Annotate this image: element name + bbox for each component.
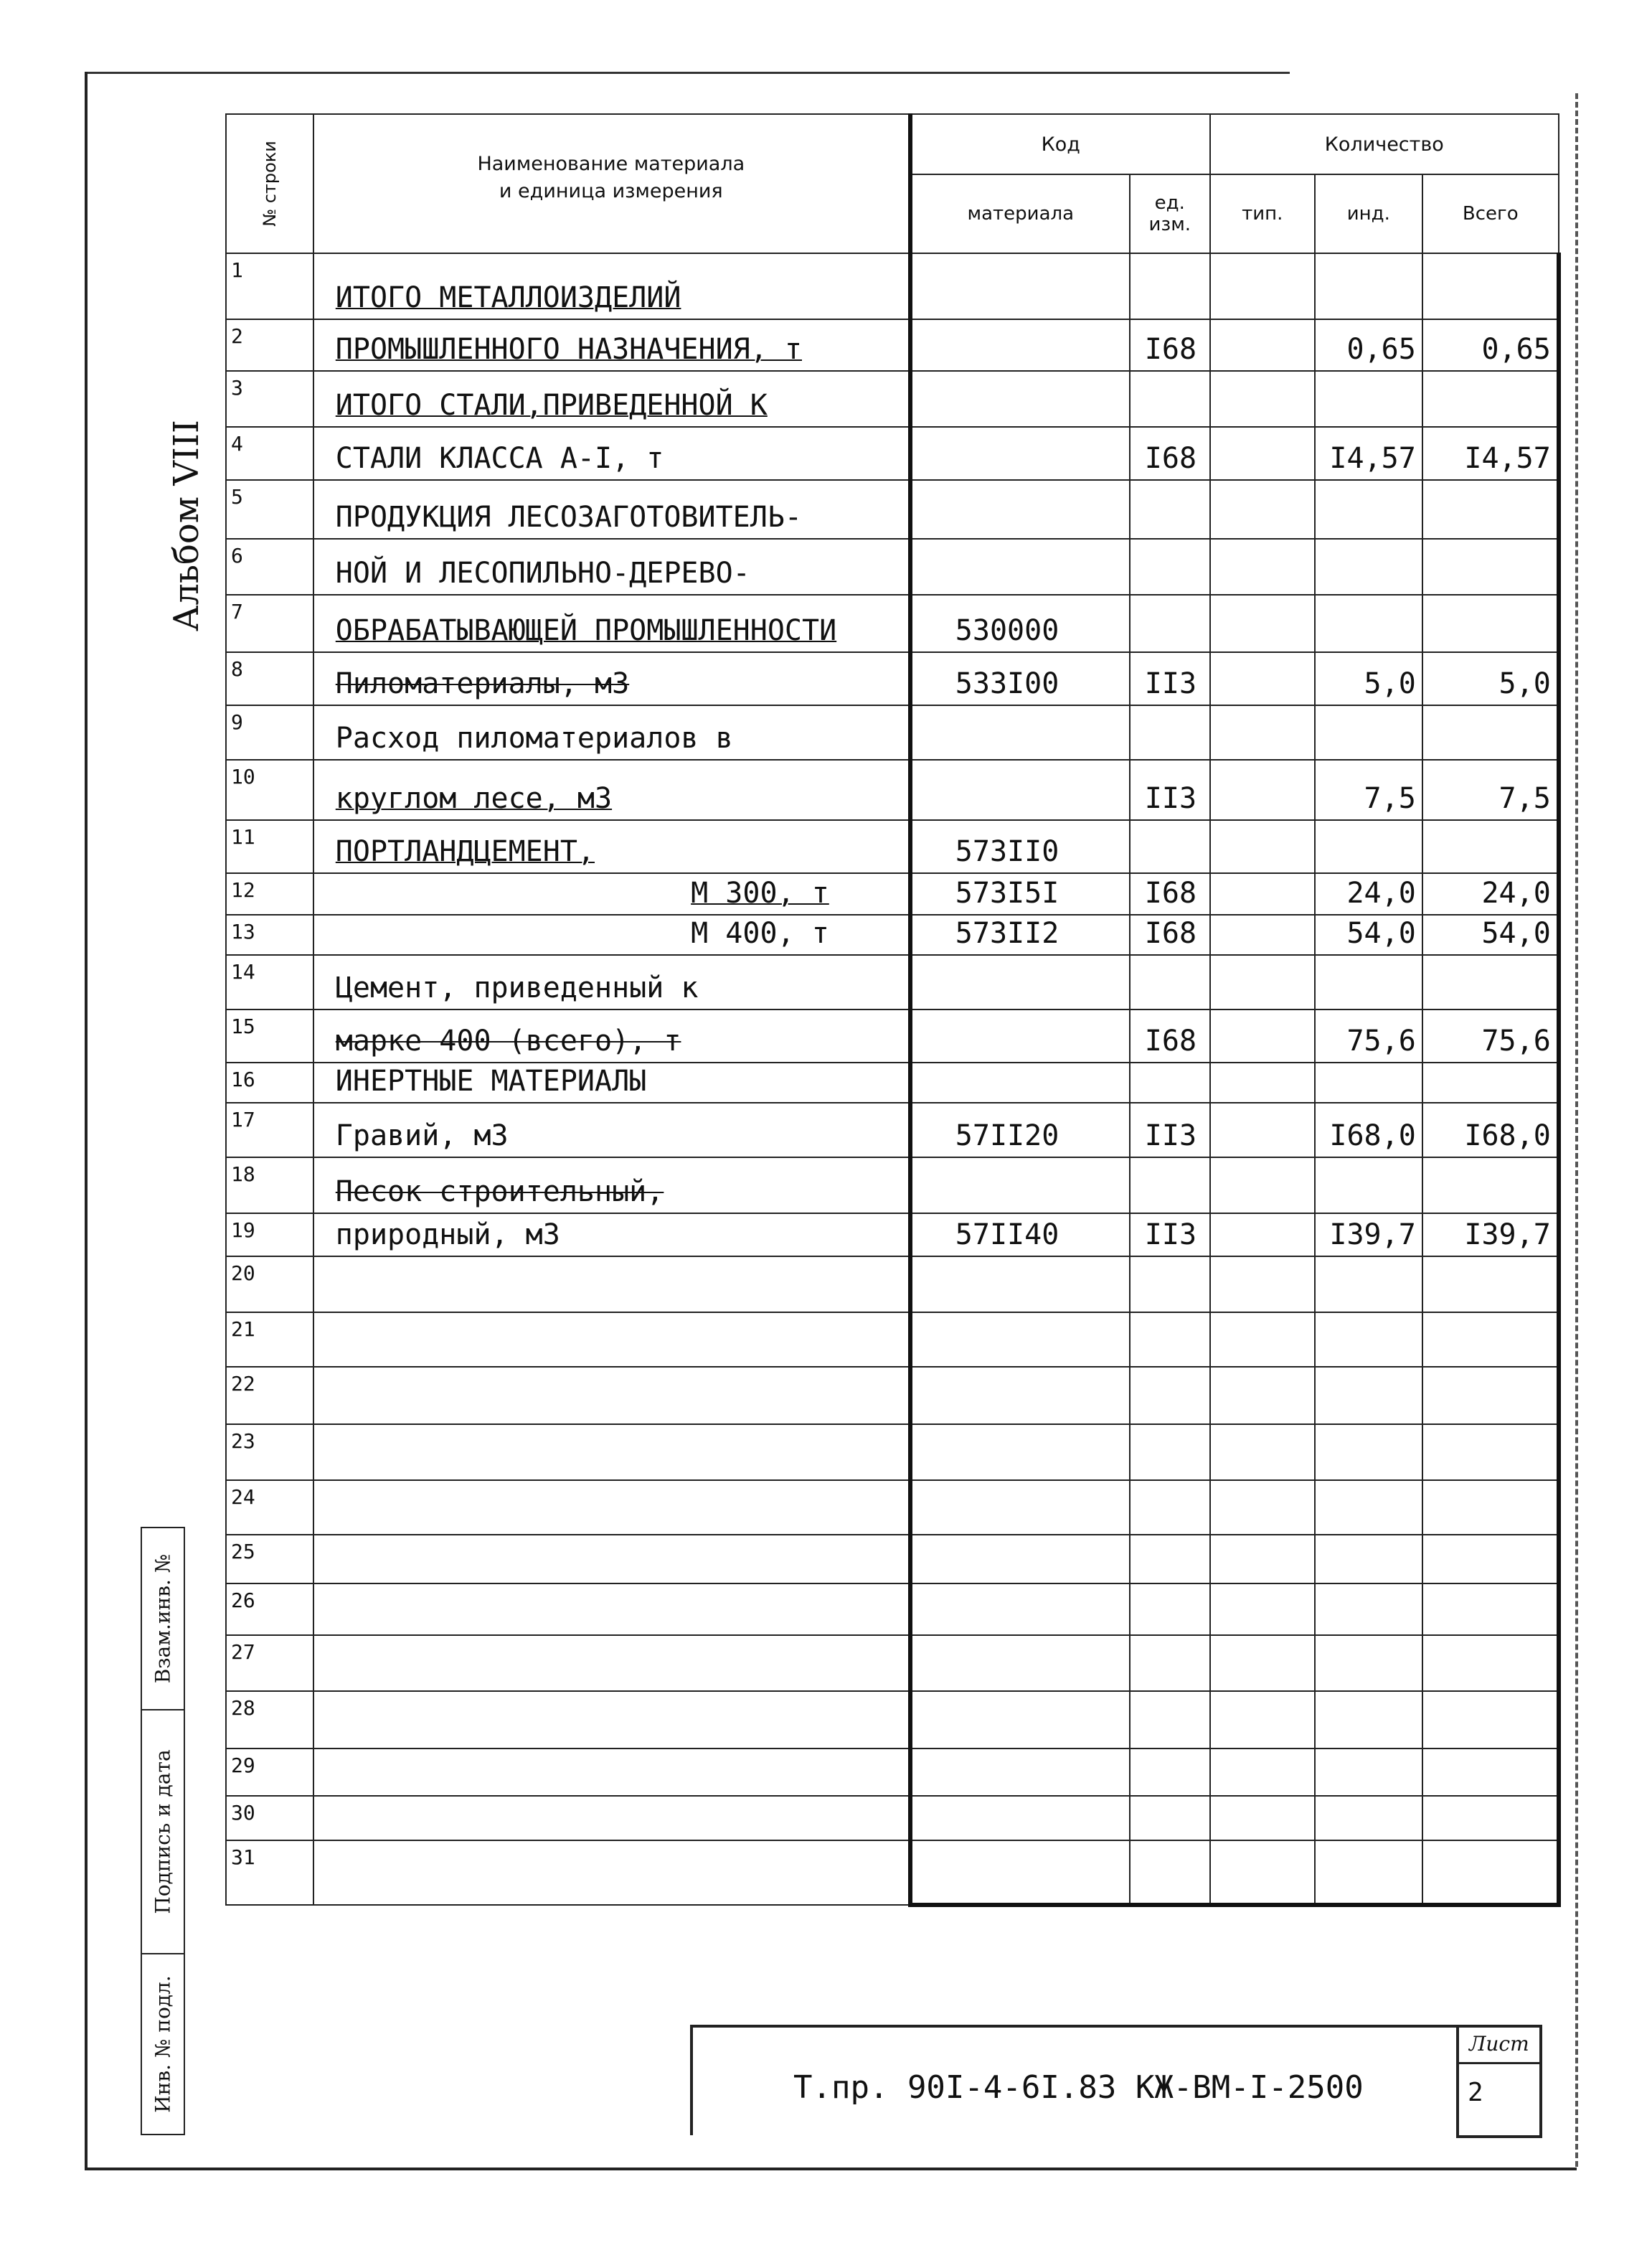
- qty-total: [1422, 1424, 1559, 1480]
- unit-code: I68: [1130, 1009, 1210, 1063]
- material-name: НОЙ И ЛЕСОПИЛЬНО-ДЕРЕВО-: [313, 539, 910, 595]
- row-number: 5: [226, 480, 313, 539]
- material-name: М 300, т: [313, 873, 910, 915]
- qty-ind: [1315, 1157, 1422, 1213]
- table-row: [226, 1256, 1559, 1312]
- qty-total: [1422, 1535, 1559, 1583]
- qty-total: 24,0: [1422, 873, 1559, 915]
- unit-code: [1130, 1312, 1210, 1367]
- material-code: [910, 371, 1130, 427]
- frame-right-line: [1575, 93, 1578, 2167]
- material-name: ИТОГО СТАЛИ,ПРИВЕДЕННОЙ К: [313, 371, 910, 427]
- qty-typ: [1210, 760, 1315, 820]
- table-row: [226, 1157, 1559, 1213]
- table-row: [226, 915, 1559, 955]
- qty-total: [1422, 955, 1559, 1009]
- qty-typ: [1210, 1635, 1315, 1691]
- material-code: [910, 760, 1130, 820]
- material-code: [910, 427, 1130, 480]
- row-number: 11: [226, 820, 313, 873]
- table-row: [226, 820, 1559, 873]
- materials-table: [225, 113, 1561, 1907]
- material-code: 533I00: [910, 652, 1130, 705]
- material-name: Расход пиломатериалов в: [313, 705, 910, 760]
- row-number: 1: [226, 253, 313, 319]
- material-code: [910, 1691, 1130, 1749]
- qty-ind: [1315, 480, 1422, 539]
- qty-typ: [1210, 1840, 1315, 1905]
- material-name: [313, 1796, 910, 1840]
- qty-total: [1422, 705, 1559, 760]
- qty-ind: [1315, 820, 1422, 873]
- qty-typ: [1210, 319, 1315, 371]
- qty-total: I68,0: [1422, 1103, 1559, 1157]
- sheet-number: 2: [1468, 2078, 1483, 2107]
- material-name: [313, 1367, 910, 1424]
- qty-ind: 54,0: [1315, 915, 1422, 955]
- qty-total: [1422, 820, 1559, 873]
- qty-typ: [1210, 1424, 1315, 1480]
- header-name-line1: Наименование материала: [477, 153, 745, 175]
- qty-ind: [1315, 1796, 1422, 1840]
- unit-code: I68: [1130, 319, 1210, 371]
- material-name: [313, 1256, 910, 1312]
- material-code: 57II20: [910, 1103, 1130, 1157]
- qty-typ: [1210, 820, 1315, 873]
- table-row: [226, 480, 1559, 539]
- table-row: [226, 1796, 1559, 1840]
- qty-total: [1422, 1063, 1559, 1103]
- side-label-replace-inv: Взам.инв. №: [151, 1553, 175, 1684]
- material-name: [313, 1691, 910, 1749]
- table-row: [226, 1312, 1559, 1367]
- material-name: [313, 1635, 910, 1691]
- material-name: СТАЛИ КЛАССА А-I, т: [313, 427, 910, 480]
- unit-code: [1130, 820, 1210, 873]
- material-name: Гравий, м3: [313, 1103, 910, 1157]
- row-number: 29: [226, 1749, 313, 1796]
- table-row: [226, 1749, 1559, 1796]
- header-unit-line1: ед.: [1154, 192, 1185, 214]
- qty-ind: [1315, 1535, 1422, 1583]
- material-code: [910, 1796, 1130, 1840]
- qty-ind: 0,65: [1315, 319, 1422, 371]
- qty-typ: [1210, 371, 1315, 427]
- table-row: [226, 1009, 1559, 1063]
- qty-typ: [1210, 1367, 1315, 1424]
- qty-typ: [1210, 253, 1315, 319]
- material-name: М 400, т: [313, 915, 910, 955]
- material-code: [910, 1063, 1130, 1103]
- row-number: 28: [226, 1691, 313, 1749]
- material-name: [313, 1583, 910, 1635]
- table-row: [226, 253, 1559, 319]
- table-row: [226, 1213, 1559, 1256]
- album-label: Альбом VIII: [166, 420, 207, 631]
- row-number: 9: [226, 705, 313, 760]
- qty-ind: 5,0: [1315, 652, 1422, 705]
- table-row: [226, 1840, 1559, 1905]
- frame-left-line: [85, 72, 88, 2170]
- material-name: ПРОДУКЦИЯ ЛЕСОЗАГОТОВИТЕЛЬ-: [313, 480, 910, 539]
- qty-ind: [1315, 1840, 1422, 1905]
- material-name: ИТОГО МЕТАЛЛОИЗДЕЛИЙ: [313, 253, 910, 319]
- qty-ind: [1315, 1256, 1422, 1312]
- row-number: 6: [226, 539, 313, 595]
- material-code: [910, 1009, 1130, 1063]
- sheet-box: [1456, 2025, 1542, 2138]
- table-row: [226, 705, 1559, 760]
- document-code: Т.пр. 90I-4-6I.83 КЖ-ВМ-I-2500: [793, 2069, 1364, 2106]
- header-material: материала: [910, 174, 1130, 253]
- table-row: [226, 873, 1559, 915]
- qty-ind: [1315, 1312, 1422, 1367]
- unit-code: II3: [1130, 1103, 1210, 1157]
- material-code: 573II2: [910, 915, 1130, 955]
- qty-typ: [1210, 1583, 1315, 1635]
- unit-code: II3: [1130, 760, 1210, 820]
- qty-total: [1422, 1367, 1559, 1424]
- table-row: [226, 652, 1559, 705]
- qty-ind: [1315, 539, 1422, 595]
- qty-typ: [1210, 1009, 1315, 1063]
- material-code: [910, 539, 1130, 595]
- table-row: [226, 1691, 1559, 1749]
- header-unit-line2: изм.: [1148, 214, 1191, 235]
- qty-typ: [1210, 1157, 1315, 1213]
- table-row: [226, 427, 1559, 480]
- qty-typ: [1210, 705, 1315, 760]
- qty-typ: [1210, 955, 1315, 1009]
- unit-code: [1130, 1583, 1210, 1635]
- material-code: [910, 1312, 1130, 1367]
- material-name: [313, 1749, 910, 1796]
- unit-code: [1130, 1749, 1210, 1796]
- material-code: [910, 1635, 1130, 1691]
- unit-code: [1130, 539, 1210, 595]
- qty-total: 0,65: [1422, 319, 1559, 371]
- qty-typ: [1210, 480, 1315, 539]
- side-cell-sign-date: [141, 1709, 185, 1954]
- unit-code: [1130, 1256, 1210, 1312]
- material-name: ПОРТЛАНДЦЕМЕНТ,: [313, 820, 910, 873]
- header-name: [313, 114, 910, 253]
- material-code: [910, 1424, 1130, 1480]
- unit-code: [1130, 1796, 1210, 1840]
- row-number: 2: [226, 319, 313, 371]
- material-name: ИНЕРТНЫЕ МАТЕРИАЛЫ: [313, 1063, 910, 1103]
- material-code: [910, 1840, 1130, 1905]
- frame-bottom-line: [85, 2168, 1577, 2170]
- qty-total: I4,57: [1422, 427, 1559, 480]
- row-number: 30: [226, 1796, 313, 1840]
- qty-total: [1422, 1256, 1559, 1312]
- qty-total: [1422, 1635, 1559, 1691]
- qty-typ: [1210, 1213, 1315, 1256]
- material-code: [910, 705, 1130, 760]
- qty-ind: [1315, 1635, 1422, 1691]
- row-number: 8: [226, 652, 313, 705]
- table-header-row-1: [226, 114, 1559, 174]
- table-row: [226, 760, 1559, 820]
- row-number: 19: [226, 1213, 313, 1256]
- header-code-group: Код: [910, 114, 1210, 174]
- table-row: [226, 1424, 1559, 1480]
- table-row: [226, 595, 1559, 652]
- qty-typ: [1210, 873, 1315, 915]
- table-row: [226, 1635, 1559, 1691]
- qty-typ: [1210, 595, 1315, 652]
- table-row: [226, 1367, 1559, 1424]
- table-row: [226, 1103, 1559, 1157]
- material-code: 573II0: [910, 820, 1130, 873]
- material-code: 57II40: [910, 1213, 1130, 1256]
- row-number: 26: [226, 1583, 313, 1635]
- sheet-separator: [1459, 2062, 1539, 2064]
- unit-code: [1130, 705, 1210, 760]
- unit-code: II3: [1130, 1213, 1210, 1256]
- row-number: 25: [226, 1535, 313, 1583]
- qty-total: 75,6: [1422, 1009, 1559, 1063]
- row-number: 23: [226, 1424, 313, 1480]
- qty-total: [1422, 539, 1559, 595]
- qty-total: [1422, 253, 1559, 319]
- unit-code: [1130, 253, 1210, 319]
- sheet-label: Лист: [1469, 2032, 1529, 2056]
- material-name: [313, 1480, 910, 1535]
- material-name: ПРОМЫШЛЕННОГО НАЗНАЧЕНИЯ, т: [313, 319, 910, 371]
- row-number: 12: [226, 873, 313, 915]
- row-number: 22: [226, 1367, 313, 1424]
- row-number: 17: [226, 1103, 313, 1157]
- unit-code: [1130, 1367, 1210, 1424]
- qty-total: [1422, 1583, 1559, 1635]
- material-name: природный, м3: [313, 1213, 910, 1256]
- row-number: 15: [226, 1009, 313, 1063]
- material-name: марке 400 (всего), т: [313, 1009, 910, 1063]
- side-cell-replace-inv: [141, 1527, 185, 1710]
- qty-total: 5,0: [1422, 652, 1559, 705]
- qty-total: I39,7: [1422, 1213, 1559, 1256]
- unit-code: II3: [1130, 652, 1210, 705]
- qty-total: [1422, 595, 1559, 652]
- material-code: [910, 319, 1130, 371]
- qty-total: 7,5: [1422, 760, 1559, 820]
- table-row: [226, 539, 1559, 595]
- material-name: [313, 1312, 910, 1367]
- unit-code: [1130, 1063, 1210, 1103]
- unit-code: [1130, 1635, 1210, 1691]
- header-unit: [1130, 174, 1210, 253]
- qty-ind: [1315, 371, 1422, 427]
- unit-code: [1130, 1424, 1210, 1480]
- material-code: [910, 1749, 1130, 1796]
- qty-ind: 7,5: [1315, 760, 1422, 820]
- unit-code: [1130, 480, 1210, 539]
- title-block: [690, 2025, 1463, 2135]
- qty-total: [1422, 1840, 1559, 1905]
- qty-ind: [1315, 1367, 1422, 1424]
- table-row: [226, 1480, 1559, 1535]
- material-code: 573I5I: [910, 873, 1130, 915]
- qty-typ: [1210, 652, 1315, 705]
- row-number: 18: [226, 1157, 313, 1213]
- qty-total: [1422, 1312, 1559, 1367]
- qty-typ: [1210, 915, 1315, 955]
- table-row: [226, 319, 1559, 371]
- qty-total: [1422, 1691, 1559, 1749]
- qty-total: [1422, 1480, 1559, 1535]
- header-total: Всего: [1422, 174, 1559, 253]
- row-number: 4: [226, 427, 313, 480]
- qty-typ: [1210, 1480, 1315, 1535]
- material-code: [910, 1480, 1130, 1535]
- qty-typ: [1210, 1256, 1315, 1312]
- material-code: [910, 1256, 1130, 1312]
- table-row: [226, 1063, 1559, 1103]
- material-code: 530000: [910, 595, 1130, 652]
- material-code: [910, 480, 1130, 539]
- qty-total: [1422, 1796, 1559, 1840]
- header-rownum: № строки: [226, 114, 313, 253]
- table-body: [226, 253, 1559, 1905]
- qty-ind: [1315, 1691, 1422, 1749]
- frame-top-line: [85, 72, 1290, 74]
- qty-typ: [1210, 1691, 1315, 1749]
- qty-ind: [1315, 705, 1422, 760]
- material-code: [910, 1367, 1130, 1424]
- qty-typ: [1210, 1063, 1315, 1103]
- unit-code: [1130, 1535, 1210, 1583]
- qty-typ: [1210, 1312, 1315, 1367]
- side-cell-inv-orig: [141, 1953, 185, 2135]
- material-name: [313, 1535, 910, 1583]
- qty-ind: [1315, 1424, 1422, 1480]
- qty-typ: [1210, 1103, 1315, 1157]
- qty-ind: [1315, 1063, 1422, 1103]
- qty-ind: I68,0: [1315, 1103, 1422, 1157]
- table-row: [226, 1535, 1559, 1583]
- qty-typ: [1210, 1749, 1315, 1796]
- header-typ: тип.: [1210, 174, 1315, 253]
- material-name: Песок строительный,: [313, 1157, 910, 1213]
- unit-code: I68: [1130, 873, 1210, 915]
- table-row: [226, 371, 1559, 427]
- row-number: 14: [226, 955, 313, 1009]
- material-code: [910, 1157, 1130, 1213]
- qty-ind: [1315, 955, 1422, 1009]
- row-number: 7: [226, 595, 313, 652]
- qty-total: [1422, 1749, 1559, 1796]
- row-number: 16: [226, 1063, 313, 1103]
- qty-ind: [1315, 1480, 1422, 1535]
- material-name: ОБРАБАТЫВАЮЩЕЙ ПРОМЫШЛЕННОСТИ: [313, 595, 910, 652]
- qty-typ: [1210, 1535, 1315, 1583]
- qty-ind: I39,7: [1315, 1213, 1422, 1256]
- side-label-inv-orig: Инв. № подл.: [151, 1975, 175, 2113]
- unit-code: I68: [1130, 915, 1210, 955]
- material-name: [313, 1840, 910, 1905]
- qty-ind: [1315, 1749, 1422, 1796]
- header-qty-group: Количество: [1210, 114, 1559, 174]
- unit-code: [1130, 1840, 1210, 1905]
- material-code: [910, 1583, 1130, 1635]
- unit-code: [1130, 1480, 1210, 1535]
- row-number: 31: [226, 1840, 313, 1905]
- material-name: Пиломатериалы, м3: [313, 652, 910, 705]
- row-number: 13: [226, 915, 313, 955]
- material-name: [313, 1424, 910, 1480]
- row-number: 10: [226, 760, 313, 820]
- unit-code: [1130, 1157, 1210, 1213]
- qty-total: 54,0: [1422, 915, 1559, 955]
- header-ind: инд.: [1315, 174, 1422, 253]
- unit-code: [1130, 1691, 1210, 1749]
- unit-code: [1130, 595, 1210, 652]
- row-number: 20: [226, 1256, 313, 1312]
- row-number: 24: [226, 1480, 313, 1535]
- row-number: 21: [226, 1312, 313, 1367]
- side-label-sign-date: Подпись и дата: [151, 1749, 175, 1914]
- material-code: [910, 1535, 1130, 1583]
- unit-code: I68: [1130, 427, 1210, 480]
- qty-ind: 24,0: [1315, 873, 1422, 915]
- qty-typ: [1210, 427, 1315, 480]
- material-name: Цемент, приведенный к: [313, 955, 910, 1009]
- qty-ind: [1315, 595, 1422, 652]
- qty-total: [1422, 371, 1559, 427]
- unit-code: [1130, 371, 1210, 427]
- qty-total: [1422, 480, 1559, 539]
- qty-ind: I4,57: [1315, 427, 1422, 480]
- header-name-line2: и единица измерения: [499, 180, 723, 202]
- material-code: [910, 253, 1130, 319]
- qty-ind: 75,6: [1315, 1009, 1422, 1063]
- qty-typ: [1210, 539, 1315, 595]
- qty-total: [1422, 1157, 1559, 1213]
- material-name: круглом лесе, м3: [313, 760, 910, 820]
- material-code: [910, 955, 1130, 1009]
- row-number: 27: [226, 1635, 313, 1691]
- table-row: [226, 955, 1559, 1009]
- qty-ind: [1315, 253, 1422, 319]
- unit-code: [1130, 955, 1210, 1009]
- table-row: [226, 1583, 1559, 1635]
- qty-ind: [1315, 1583, 1422, 1635]
- row-number: 3: [226, 371, 313, 427]
- qty-typ: [1210, 1796, 1315, 1840]
